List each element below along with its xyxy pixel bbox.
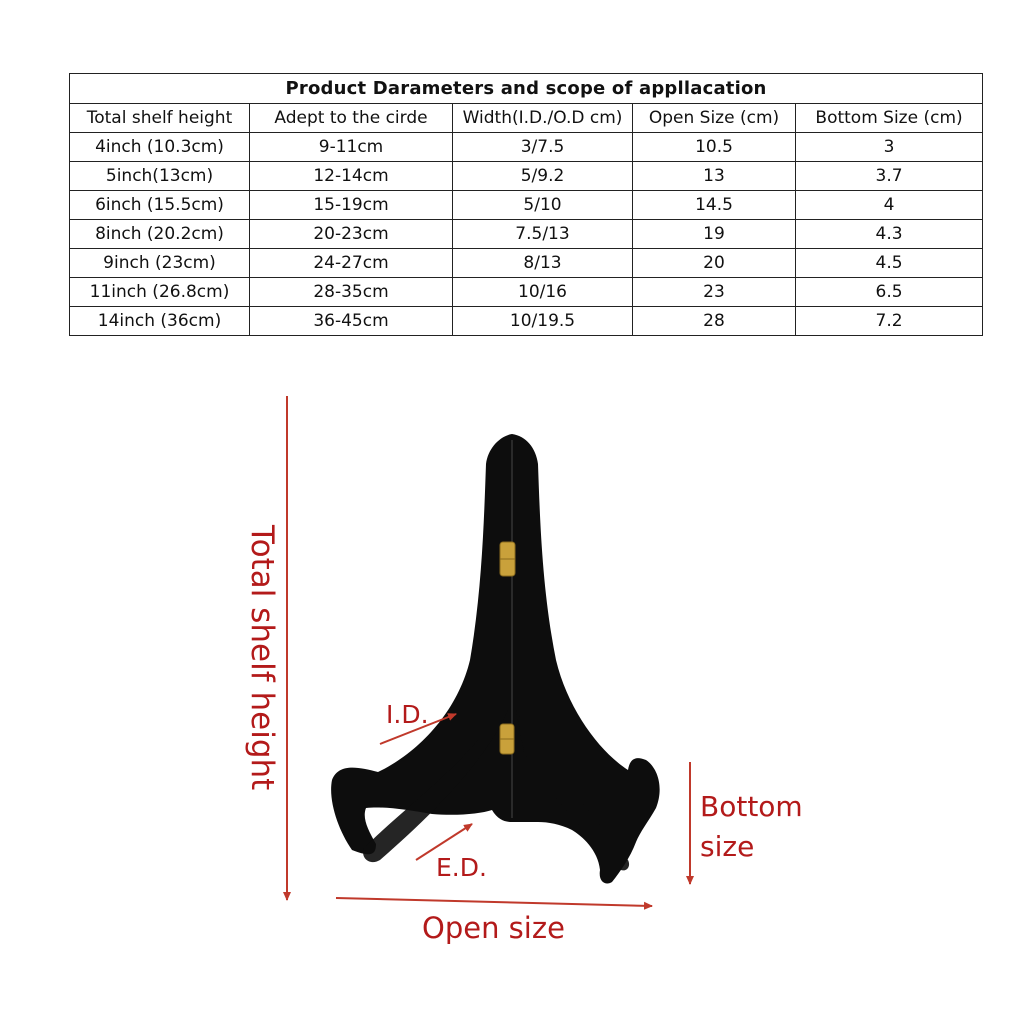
cell-open: 23 xyxy=(633,278,796,307)
cell-bottom: 4.3 xyxy=(796,220,983,249)
cell-open: 14.5 xyxy=(633,191,796,220)
cell-height: 6inch (15.5cm) xyxy=(70,191,250,220)
cell-width: 10/19.5 xyxy=(453,307,633,336)
cell-height: 4inch (10.3cm) xyxy=(70,133,250,162)
cell-width: 7.5/13 xyxy=(453,220,633,249)
table-title-row xyxy=(70,74,983,104)
header-bottom-size: Bottom Size (cm) xyxy=(796,104,983,133)
table-row xyxy=(70,162,983,191)
cell-circle: 9-11cm xyxy=(250,133,453,162)
open-size-arrow xyxy=(336,898,652,906)
table-row xyxy=(70,307,983,336)
table-row xyxy=(70,220,983,249)
table-title: Product Darameters and scope of appllacation xyxy=(70,74,983,104)
cell-circle: 24-27cm xyxy=(250,249,453,278)
cell-bottom: 4.5 xyxy=(796,249,983,278)
plate-stand xyxy=(331,434,660,884)
header-total-height: Total shelf height xyxy=(70,104,250,133)
cell-height: 5inch(13cm) xyxy=(70,162,250,191)
spec-table xyxy=(69,73,983,336)
label-ed: E.D. xyxy=(436,853,487,882)
label-id: I.D. xyxy=(386,700,429,729)
table-row xyxy=(70,133,983,162)
cell-width: 8/13 xyxy=(453,249,633,278)
header-adept-circle: Adept to the cirde xyxy=(250,104,453,133)
cell-circle: 28-35cm xyxy=(250,278,453,307)
label-bottom-size: size xyxy=(700,830,755,863)
cell-circle: 36-45cm xyxy=(250,307,453,336)
stand-diagram xyxy=(0,360,1024,1024)
cell-height: 8inch (20.2cm) xyxy=(70,220,250,249)
cell-bottom: 7.2 xyxy=(796,307,983,336)
cell-width: 5/10 xyxy=(453,191,633,220)
cell-bottom: 3.7 xyxy=(796,162,983,191)
table-header-row xyxy=(70,104,983,133)
cell-width: 10/16 xyxy=(453,278,633,307)
cell-bottom: 6.5 xyxy=(796,278,983,307)
cell-bottom: 3 xyxy=(796,133,983,162)
cell-bottom: 4 xyxy=(796,191,983,220)
table-row xyxy=(70,191,983,220)
cell-open: 10.5 xyxy=(633,133,796,162)
cell-circle: 12-14cm xyxy=(250,162,453,191)
cell-circle: 20-23cm xyxy=(250,220,453,249)
cell-open: 13 xyxy=(633,162,796,191)
cell-height: 14inch (36cm) xyxy=(70,307,250,336)
cell-width: 5/9.2 xyxy=(453,162,633,191)
cell-circle: 15-19cm xyxy=(250,191,453,220)
cell-height: 11inch (26.8cm) xyxy=(70,278,250,307)
cell-open: 28 xyxy=(633,307,796,336)
cell-open: 20 xyxy=(633,249,796,278)
cell-height: 9inch (23cm) xyxy=(70,249,250,278)
label-total-height: Total shelf height xyxy=(244,525,280,791)
table-row xyxy=(70,249,983,278)
label-open-size: Open size xyxy=(422,911,565,945)
header-open-size: Open Size (cm) xyxy=(633,104,796,133)
table-row xyxy=(70,278,983,307)
cell-open: 19 xyxy=(633,220,796,249)
label-bottom: Bottom xyxy=(700,790,803,823)
header-width: Width(I.D./O.D cm) xyxy=(453,104,633,133)
cell-width: 3/7.5 xyxy=(453,133,633,162)
